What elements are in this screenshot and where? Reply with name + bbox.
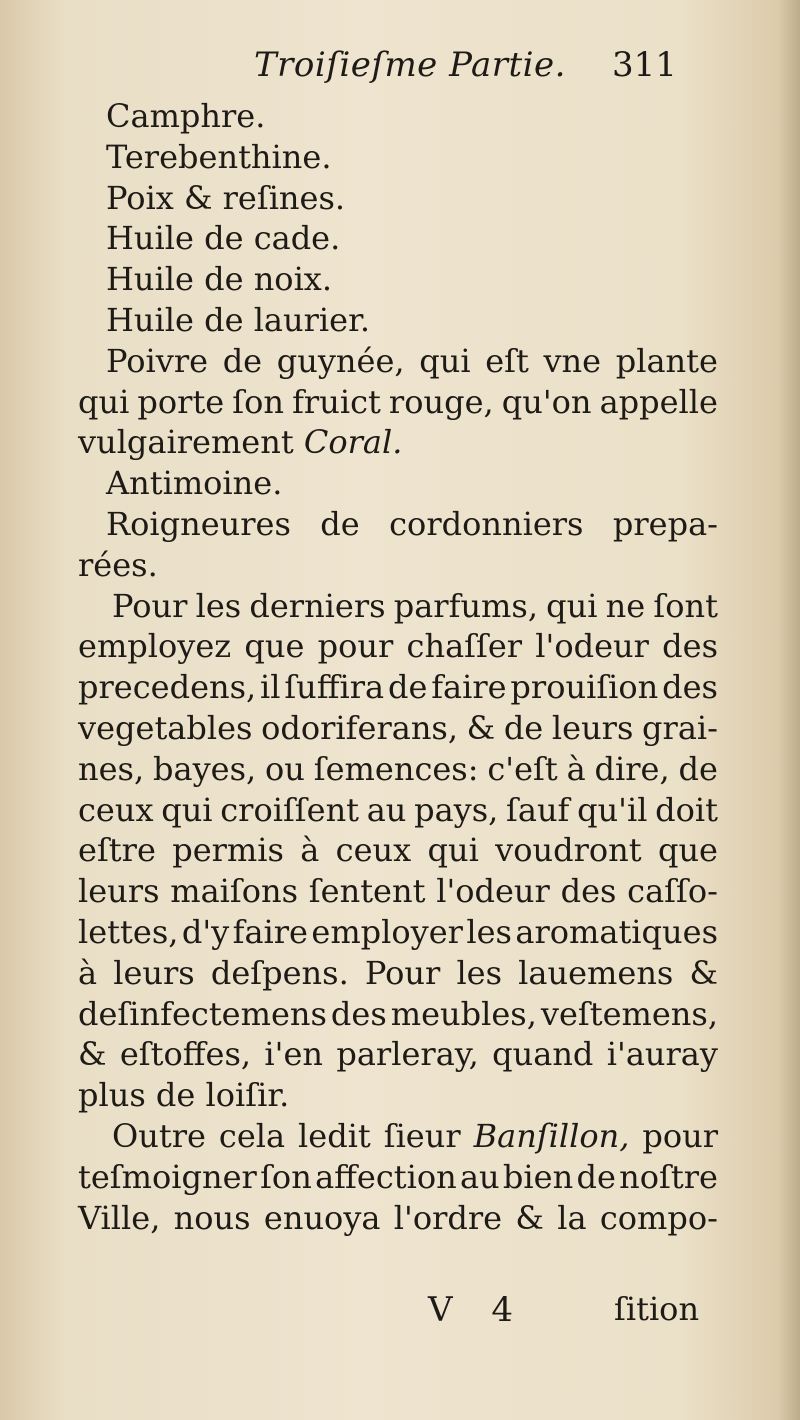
list-item: Huile de cade. <box>106 219 341 258</box>
list-item: Terebenthine. <box>106 137 332 176</box>
poivre-line-1: Poivre de guynée, qui eſt vne plante <box>106 341 718 380</box>
signature-mark: V 4 <box>428 1290 527 1330</box>
pour-line-6: ceux qui croiſſent au pays, ſauf qu'il doit <box>78 790 718 829</box>
roigneures-line-1: Roigneures de cordonniers prepa- <box>106 504 718 543</box>
body-text <box>78 96 718 1238</box>
pour-line-1: Pour les derniers parfums, qui ne ſont <box>112 586 718 625</box>
pour-line-8: leurs maiſons ſentent l'odeur des caſſo- <box>78 872 718 911</box>
pour-line-7: eſtre permis à ceux qui voudront que <box>78 831 718 870</box>
list-item: Huile de noix. <box>106 260 333 299</box>
poivre-line-2: qui porte ſon fruict rouge, qu'on appelle <box>78 382 718 421</box>
pour-line-4: vegetables odoriferans, & de leurs grai- <box>78 708 718 747</box>
pour-line-10: à leurs deſpens. Pour les lauemens & <box>78 953 718 992</box>
pour-line-13: plus de loiſir. <box>78 1076 290 1115</box>
pour-line-11: deſinfectemens des meubles, veſtemens, <box>78 994 718 1033</box>
antimoine-line: Antimoine. <box>106 464 283 503</box>
outre-line-3: Ville, nous enuoya l'ordre & la compo- <box>78 1198 718 1237</box>
pour-line-5: nes, bayes, ou ſemences: c'eſt à dire, de <box>78 749 718 788</box>
running-head: Troiſieſme Partie. <box>254 45 566 85</box>
page-footer <box>0 1290 800 1340</box>
page-number: 311 <box>612 45 677 85</box>
page-edge-shadow <box>778 0 800 1420</box>
list-item: Poix & reſines. <box>106 178 346 217</box>
list-item: Huile de laurier. <box>106 300 371 339</box>
catchword: ſition <box>614 1290 700 1328</box>
page-header <box>0 45 800 95</box>
list-item: Camphre. <box>106 97 266 135</box>
outre-line-2: teſmoigner ſon affection au bien de noſtre <box>78 1157 718 1196</box>
pour-line-3: precedens, il ſuffira de faire prouiſion des <box>78 668 718 707</box>
roigneures-line-2: rées. <box>78 545 158 584</box>
outre-line-1: Outre cela ledit ſieur Banſillon, pour <box>112 1116 718 1155</box>
pour-line-2: employez que pour chaſſer l'odeur des <box>78 627 718 666</box>
pour-line-12: & eſtoffes, i'en parleray, quand i'auray <box>78 1035 718 1074</box>
pour-line-9: lettes, d'y faire employer les aromatiques <box>78 912 718 951</box>
poivre-line-3: vulgairement Coral. <box>78 423 403 462</box>
